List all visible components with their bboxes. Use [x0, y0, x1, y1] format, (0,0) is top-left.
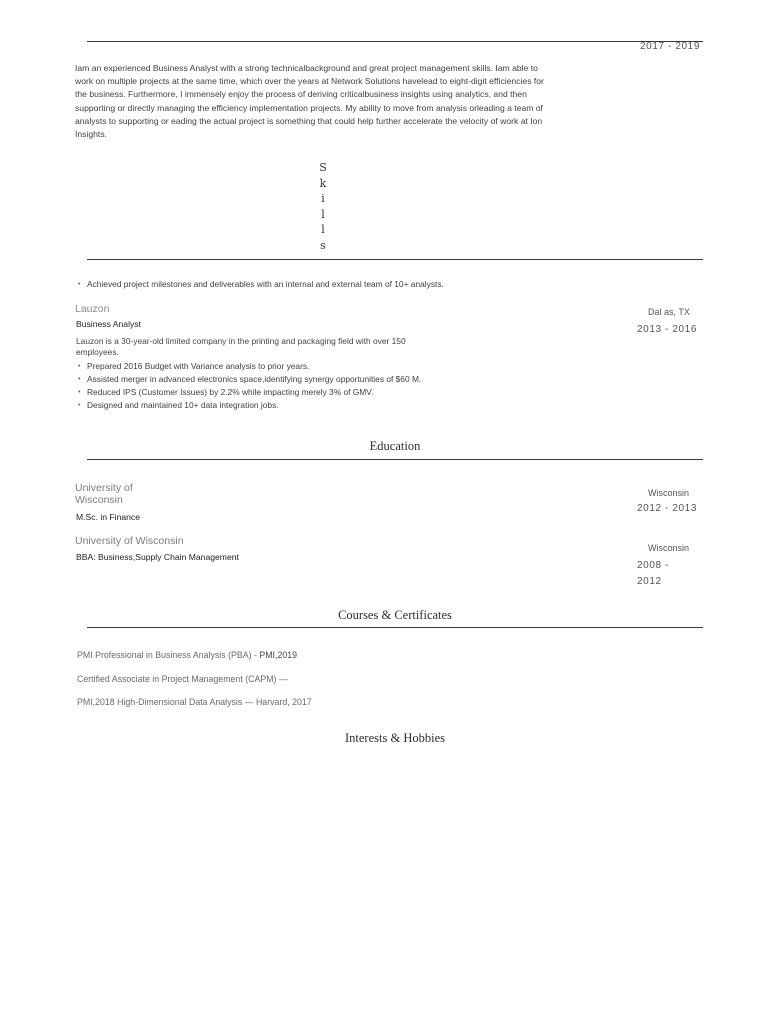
education-dates: 2012 - 2013: [637, 503, 697, 514]
list-item: • Achieved project milestones and deliverables with an internal and external team of 10+ analysts.: [75, 278, 444, 291]
date-line: 2012: [637, 576, 662, 587]
experience-bullets: [75, 360, 421, 412]
skills-letter: i: [321, 192, 325, 205]
education-divider: [87, 459, 703, 460]
company-name: Lauzon: [75, 303, 110, 315]
list-item: • Designed and maintained 10+ data integration jobs.: [75, 399, 421, 412]
skills-letter: l: [321, 223, 325, 236]
certificate-item: [77, 650, 297, 660]
list-item: • Assisted merger in advanced electronics space,identifying synergy opportunities of $60 M.: [75, 373, 421, 386]
skills-letter: l: [321, 207, 325, 221]
certificate-text: Certified Associate in Project Management (CAPM) —: [77, 674, 288, 684]
certificate-issuer: PMI,2019: [259, 650, 298, 660]
list-item: • Prepared 2016 Budget with Variance analysis to prior years.: [75, 360, 421, 373]
certificate-item: [77, 674, 288, 684]
experience-dates: 2013 - 2016: [637, 324, 697, 335]
professional-summary: Iam an experienced Business Analyst with a strong technicalbackground and great project management skills. Iam able to work on multiple projects at the same time, which over the years at Network Solutions havelead to eight-digit efficiencies for the business. Furthermore, I immensely enjoy the process of deriving criticalbusiness insights using analytics, and then supporting or directly managing the efficiency implementation projects. My ability to move from analysis orleading a team of analysts to supporting or eading the actual project is something that could help further accelerate the velocity of work at Ion Insights.: [75, 63, 544, 140]
date-line: 2008 -: [637, 560, 669, 571]
top-divider: [87, 41, 703, 42]
certificate-item: [77, 697, 312, 707]
courses-divider: [87, 627, 703, 628]
degree: BBA: Business,Supply Chain Management: [76, 552, 239, 562]
experience-top-bullets: [75, 278, 444, 291]
top-entry-dates: 2017 - 2019: [640, 41, 700, 52]
education-location: Wisconsin: [648, 488, 690, 498]
job-title: Business Analyst: [76, 319, 141, 329]
list-item: • Reduced IPS (Customer Issues) by 2.2% while impacting merely 3% of GMV.: [75, 386, 421, 399]
skills-heading: [316, 160, 330, 253]
school-name: [75, 482, 133, 506]
skills-letter: S: [319, 161, 327, 174]
company-description: Lauzon is a 30-year-old limited company in the printing and packaging field with over 150 employees.: [76, 336, 406, 357]
school-name: University of Wisconsin: [75, 535, 184, 547]
degree: M.Sc. in Finance: [76, 512, 140, 522]
school-name-line: Wisconsin: [75, 494, 123, 506]
school-name-line: University of: [75, 482, 133, 494]
courses-heading: Courses & Certificates: [338, 608, 452, 622]
certificate-text: PMI,2018 High-Dimensional Data Analysis — Harvard, 2017: [77, 697, 312, 707]
experience-location: Dal as, TX: [648, 307, 690, 317]
skills-letter: k: [319, 176, 327, 190]
education-dates: [637, 558, 669, 590]
certificate-text: PMI Professional in Business Analysis (PBA) -: [77, 650, 260, 660]
skills-divider: [87, 259, 703, 260]
skills-letter: s: [320, 238, 326, 252]
interests-heading: Interests & Hobbies: [345, 731, 445, 745]
education-location: Wisconsin: [648, 543, 690, 553]
education-heading: Education: [369, 439, 421, 453]
